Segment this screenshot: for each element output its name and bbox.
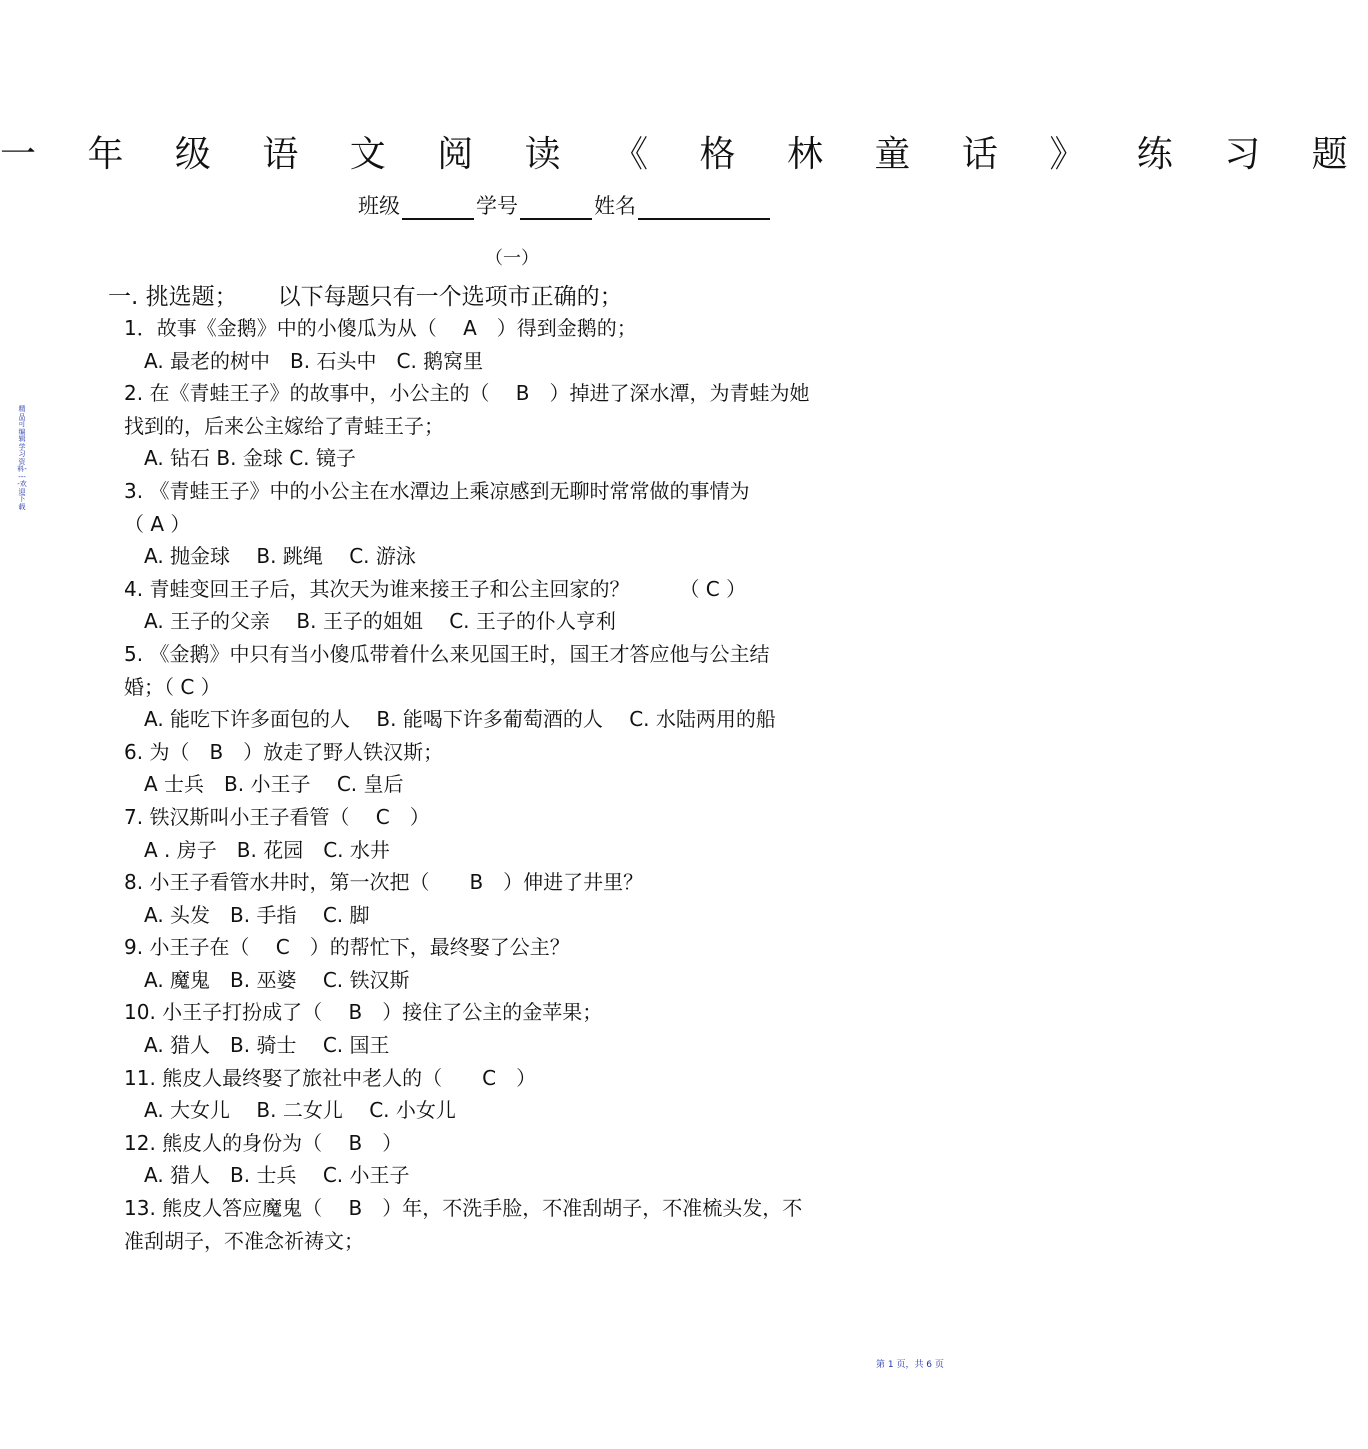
question-text: 7. 铁汉斯叫小王子看管（ C ） (124, 804, 430, 829)
question-text: 13. 熊皮人答应魔鬼（ B ）年，不洗手脸，不准刮胡子，不准梳头发，不 (124, 1196, 803, 1221)
question-text: 6. 为（ B ）放走了野人铁汉斯； (124, 739, 444, 764)
answer-options: A . 房子 B. 花园 C. 水井 (144, 837, 390, 862)
answer-options: A 士兵 B. 小王子 C. 皇后 (144, 772, 404, 797)
number-label: 学号 (476, 194, 518, 218)
student-info-line (358, 190, 772, 220)
section-number: （一） (485, 248, 539, 269)
class-label: 班级 (358, 194, 400, 218)
question-text: 12. 熊皮人的身份为（ B ） (124, 1130, 403, 1155)
section-heading: 一. 挑选题； (108, 284, 238, 310)
class-blank[interactable] (402, 194, 474, 220)
section-heading-line (108, 278, 623, 311)
question-text: 2. 在《青蛙王子》的故事中，小公主的（ B ）掉进了深水潭，为青蛙为她 (124, 381, 810, 406)
question-text: 婚；（ C ） (124, 674, 221, 699)
answer-options: A. 魔鬼 B. 巫婆 C. 铁汉斯 (144, 967, 410, 992)
question-text: 3. 《青蛙王子》中的小公主在水潭边上乘凉感到无聊时常常做的事情为 (124, 478, 750, 503)
question-text: 1．故事《金鹅》中的小傻瓜为从（ A ）得到金鹅的； (124, 316, 637, 340)
answer-options: A. 钻石 B. 金球 C. 镜子 (144, 446, 356, 471)
answer-options: A. 能吃下许多面包的人 B. 能喝下许多葡萄酒的人 C. 水陆两用的船 (144, 707, 776, 732)
question-text: 11. 熊皮人最终娶了旅社中老人的（ C ） (124, 1065, 537, 1090)
question-text: 5. 《金鹅》中只有当小傻瓜带着什么来见国王时，国王才答应他与公主结 (124, 641, 770, 666)
number-blank[interactable] (520, 194, 592, 220)
question-text: （ A ） (124, 511, 191, 536)
answer-options: A. 王子的父亲 B. 王子的姐姐 C. 王子的仆人亨利 (144, 609, 616, 634)
question-text: 9. 小王子在（ C ）的帮忙下，最终娶了公主？ (124, 935, 570, 960)
name-blank[interactable] (638, 194, 770, 220)
question-text: 找到的，后来公主嫁给了青蛙王子； (124, 413, 444, 438)
section-instruction: 以下每题只有一个选项市正确的； (277, 284, 623, 310)
answer-options: A. 猎人 B. 士兵 C. 小王子 (144, 1163, 410, 1188)
question-text: 8. 小王子看管水井时，第一次把（ B ）伸进了井里？ (124, 870, 644, 895)
answer-options: A. 头发 B. 手指 C. 脚 (144, 902, 370, 927)
question-list (124, 312, 904, 1257)
side-watermark: 精品可编辑学习资料-----欢迎下载 (17, 405, 27, 511)
page-footer: 第 1 页，共 6 页 (876, 1360, 944, 1370)
document-title: 一 年 级 语 文 阅 读 《 格 林 童 话 》 练 习 题 (0, 134, 1368, 175)
answer-options: A. 大女儿 B. 二女儿 C. 小女儿 (144, 1098, 456, 1123)
question-text: 4. 青蛙变回王子后，其次天为谁来接王子和公主回家的？ （ C ） (124, 576, 747, 601)
answer-options: A. 猎人 B. 骑士 C. 国王 (144, 1033, 390, 1058)
name-label: 姓名 (594, 194, 636, 218)
question-text: 准刮胡子，不准念祈祷文； (124, 1228, 364, 1253)
answer-options: A. 抛金球 B. 跳绳 C. 游泳 (144, 544, 416, 569)
answer-options: A. 最老的树中 B. 石头中 C. 鹅窝里 (144, 348, 484, 373)
question-text: 10. 小王子打扮成了（ B ）接住了公主的金苹果； (124, 1000, 603, 1025)
